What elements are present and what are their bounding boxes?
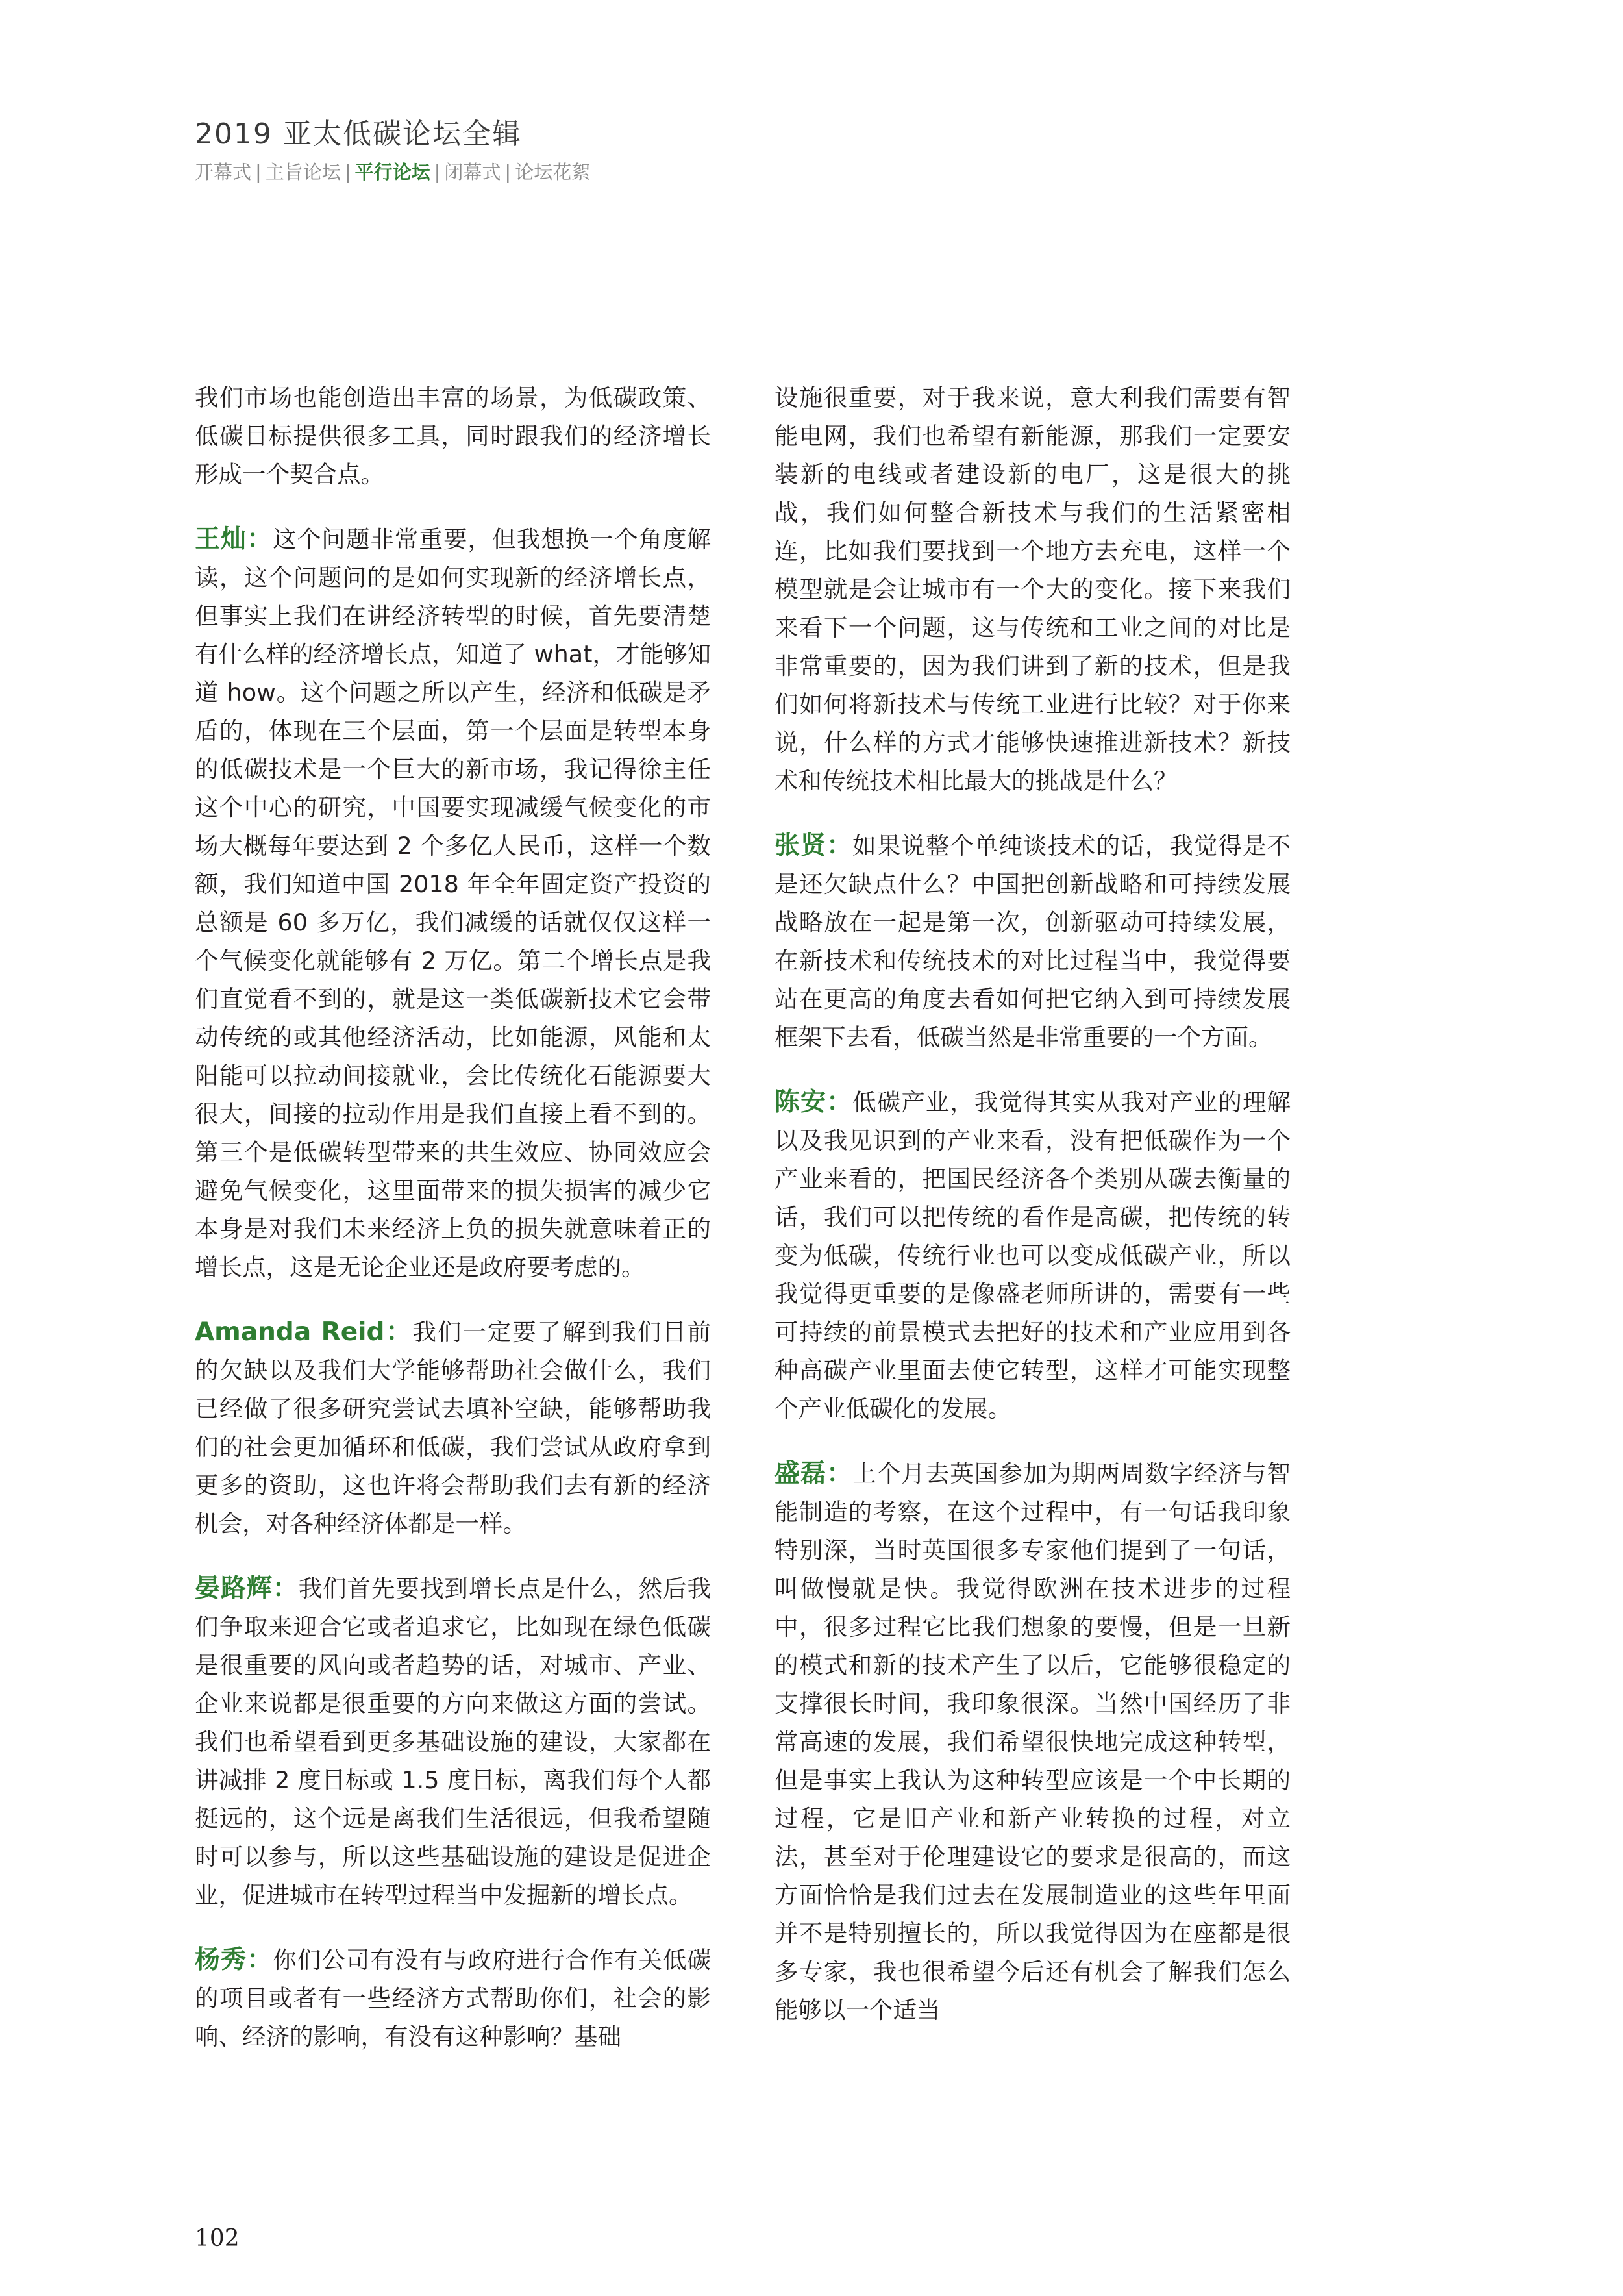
speaker-name: 盛磊： bbox=[774, 1459, 853, 1488]
speaker-name: 杨秀： bbox=[195, 1945, 273, 1975]
paragraph-text: 我们一定要了解到我们目前的欠缺以及我们大学能够帮助社会做什么，我们已经做了很多研究尝试去填补空缺，能够帮助我们的社会更加循环和低碳，我们尝试从政府拿到更多的资助，这也许将会帮助我们去有新的经济机会，对各种经济体都是一样。 bbox=[195, 1318, 712, 1538]
nav-separator: | bbox=[255, 161, 262, 183]
paragraph bbox=[195, 1313, 711, 1543]
speaker-name: 陈安： bbox=[774, 1088, 853, 1117]
nav-item-parallel-active: 平行论坛 bbox=[354, 161, 430, 183]
left-text-column bbox=[195, 379, 711, 2082]
nav-separator: | bbox=[344, 161, 351, 183]
nav-separator: | bbox=[504, 161, 512, 183]
paragraph bbox=[195, 1941, 711, 2056]
paragraph-text: 如果说整个单纯谈技术的话，我觉得是不是还欠缺点什么？中国把创新战略和可持续发展战略放在一起是第一次，创新驱动可持续发展，在新技术和传统技术的对比过程当中，我觉得要站在更高的角度去看如何把它纳入到可持续发展框架下去看，低碳当然是非常重要的一个方面。 bbox=[774, 832, 1291, 1051]
nav-item-closing: 闭幕式 bbox=[444, 161, 501, 183]
speaker-name: 晏路辉： bbox=[195, 1574, 299, 1603]
paragraph bbox=[774, 379, 1291, 800]
paragraph-text: 低碳产业，我觉得其实从我对产业的理解以及我见识到的产业来看，没有把低碳作为一个产业来看的，把国民经济各个类别从碳去衡量的话，我们可以把传统的看作是高碳，把传统的转变为低碳，传统行业也可以变成低碳产业，所以我觉得更重要的是像盛老师所讲的，需要有一些可持续的前景模式去把好的技术和产业应用到各种高碳产业里面去使它转型，这样才可能实现整个产业低碳化的发展。 bbox=[774, 1088, 1291, 1423]
paragraph bbox=[195, 520, 711, 1286]
paragraph bbox=[774, 1083, 1291, 1428]
document-title: 2019 亚太低碳论坛全辑 bbox=[195, 118, 522, 151]
paragraph bbox=[774, 1454, 1291, 2029]
nav-item-keynote: 主旨论坛 bbox=[265, 161, 341, 183]
paragraph-text: 上个月去英国参加为期两周数字经济与智能制造的考察，在这个过程中，有一句话我印象特别深，当时英国很多专家他们提到了一句话，叫做慢就是快。我觉得欧洲在技术进步的过程中，很多过程它比我们想象的要慢，但是一旦新的模式和新的技术产生了以后，它能够很稳定的支撑很长时间，我印象很深。当然中国经历了非常高速的发展，我们希望很快地完成这种转型，但是事实上我认为这种转型应该是一个中长期的过程，它是旧产业和新产业转换的过程，对立法，甚至对于伦理建设它的要求是很高的，而这方面恰恰是我们过去在发展制造业的这些年里面并不是特别擅长的，所以我觉得因为在座都是很多专家，我也很希望今后还有机会了解我们怎么能够以一个适当 bbox=[774, 1460, 1291, 2024]
paragraph-text: 你们公司有没有与政府进行合作有关低碳的项目或者有一些经济方式帮助你们，社会的影响、经济的影响，有没有这种影响？基础 bbox=[195, 1946, 711, 2051]
nav-separator: | bbox=[434, 161, 441, 183]
nav-item-highlights: 论坛花絮 bbox=[515, 161, 591, 183]
page-number: 102 bbox=[195, 2225, 240, 2252]
nav-item-opening: 开幕式 bbox=[195, 161, 252, 183]
paragraph bbox=[195, 1569, 711, 1914]
right-text-column bbox=[774, 379, 1291, 2056]
paragraph-text: 这个问题非常重要，但我想换一个角度解读，这个问题问的是如何实现新的经济增长点，但事实上我们在讲经济转型的时候，首先要清楚有什么样的经济增长点，知道了 what，才能够知道 how。这个问题之所以产生，经济和低碳是矛盾的，体现在三个层面，第一个层面是转型本身的低碳技术是一个巨大的新市场，我记得徐主任这个中心的研究，中国要实现减缓气候变化的市场大概每年要达到 2 个多亿人民币，这样一个数额，我们知道中国 2018 年全年固定资产投资的总额是 60 多万亿，我们减缓的话就仅仅这样一个气候变化就能够有 2 万亿。第二个增长点是我们直觉看不到的，就是这一类低碳新技术它会带动传统的或其他经济活动，比如能源，风能和太阳能可以拉动间接就业，会比传统化石能源要大很大，间接的拉动作用是我们直接上看不到的。第三个是低碳转型带来的共生效应、协同效应会避免气候变化，这里面带来的损失损害的减少它本身是对我们未来经济上负的损失就意味着正的增长点，这是无论企业还是政府要考虑的。 bbox=[195, 525, 711, 1281]
paragraph-text: 设施很重要，对于我来说，意大利我们需要有智能电网，我们也希望有新能源，那我们一定要安装新的电线或者建设新的电厂，这是很大的挑战，我们如何整合新技术与我们的生活紧密相连，比如我们要找到一个地方去充电，这样一个模型就是会让城市有一个大的变化。接下来我们来看下一个问题，这与传统和工业之间的对比是非常重要的，因为我们讲到了新的技术，但是我们如何将新技术与传统工业进行比较？对于你来说，什么样的方式才能够快速推进新技术？新技术和传统技术相比最大的挑战是什么？ bbox=[774, 384, 1291, 795]
paragraph-text: 我们市场也能创造出丰富的场景，为低碳政策、低碳目标提供很多工具，同时跟我们的经济增长形成一个契合点。 bbox=[195, 384, 711, 488]
section-breadcrumb bbox=[195, 158, 590, 184]
speaker-name: 王灿： bbox=[195, 525, 273, 554]
paragraph-text: 我们首先要找到增长点是什么，然后我们争取来迎合它或者追求它，比如现在绿色低碳是很重要的风向或者趋势的话，对城市、产业、企业来说都是很重要的方向来做这方面的尝试。我们也希望看到更多基础设施的建设，大家都在讲减排 2 度目标或 1.5 度目标，离我们每个人都挺远的，这个远是离我们生活很远，但我希望随时可以参与，所以这些基础设施的建设是促进企业，促进城市在转型过程当中发掘新的增长点。 bbox=[195, 1575, 711, 1909]
speaker-name: 张贤： bbox=[774, 831, 853, 860]
speaker-name: Amanda Reid： bbox=[195, 1317, 413, 1347]
paragraph bbox=[774, 827, 1291, 1056]
paragraph bbox=[195, 379, 711, 493]
